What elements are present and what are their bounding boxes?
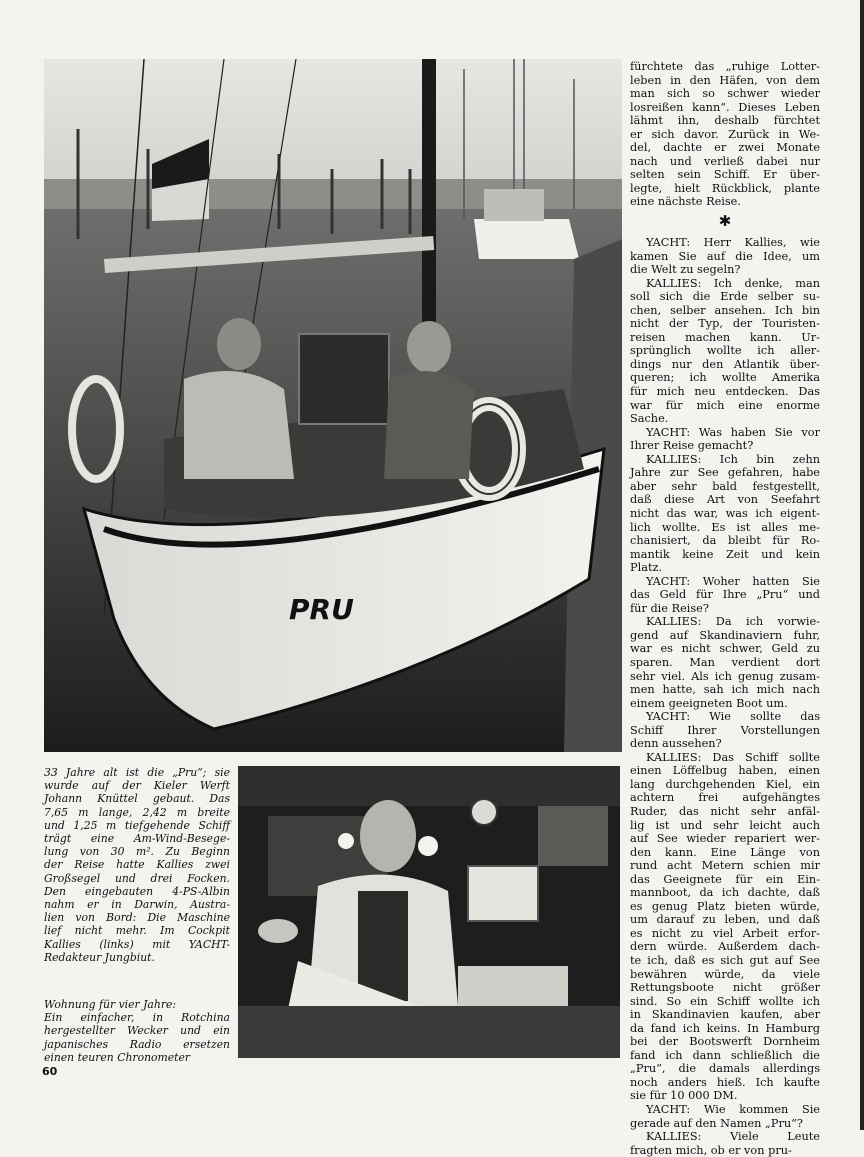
caption-line: wurde auf der Kieler Werft bbox=[44, 779, 230, 793]
text-line: YACHT: Herr Kallies, wie bbox=[646, 236, 820, 250]
text-line: mannboot, da ich dachte, daß bbox=[630, 886, 820, 900]
text-line: Jahre zur See gefahren, habe bbox=[630, 466, 820, 480]
text-line: dings nur den Atlantik über- bbox=[630, 357, 820, 371]
text-line: Sache. bbox=[630, 412, 669, 426]
text-line: gerade auf den Namen „Pru“? bbox=[630, 1116, 803, 1130]
text-line: chanisiert, da bleibt für Ro- bbox=[630, 534, 820, 548]
text-line: leben in den Häfen, von dem bbox=[630, 73, 820, 87]
text-line: men hatte, sah ich mich nach bbox=[630, 683, 820, 697]
text-line: denn aussehen? bbox=[630, 737, 722, 751]
caption-line: der Reise hatte Kallies zwei bbox=[44, 858, 230, 872]
caption-line: Johann Knüttel gebaut. Das bbox=[44, 792, 230, 806]
text-line: eine nächste Reise. bbox=[630, 195, 741, 209]
text-line: lähmt ihn, deshalb fürchtet bbox=[630, 114, 820, 128]
text-line: nicht der Typ, der Touristen- bbox=[630, 317, 820, 331]
text-line: KALLIES: Das Schiff sollte bbox=[646, 750, 820, 764]
text-line: rund acht Metern schien mir bbox=[630, 859, 820, 873]
text-line: lang durchgehenden Kiel, ein bbox=[630, 777, 820, 791]
text-line: für mich neu entdecken. Das bbox=[630, 385, 820, 399]
caption-line: Kallies (links) mit YACHT- bbox=[44, 937, 230, 951]
text-line: „Pru“, die damals allerdings bbox=[630, 1062, 820, 1076]
photo-caption-cabin bbox=[44, 998, 230, 1064]
text-line: nicht das war, was ich eigent- bbox=[630, 506, 820, 520]
text-line: auf See wieder repariert wer- bbox=[630, 832, 820, 846]
text-line: fand ich dann schließlich die bbox=[630, 1048, 820, 1062]
text-line: bei der Bootswerft Dornheim bbox=[630, 1035, 820, 1049]
text-line: für die Reise? bbox=[630, 601, 709, 615]
photo-caption-sailboat bbox=[44, 766, 230, 964]
text-line: man sich so schwer wieder bbox=[630, 87, 820, 101]
text-line: einem geeigneten Boot um. bbox=[630, 696, 788, 710]
caption-line: 33 Jahre alt ist die „Pru“; sie bbox=[44, 766, 230, 779]
text-line: das Geld für Ihre „Pru“ und bbox=[630, 588, 820, 602]
caption-line: Redakteur Jungbiut. bbox=[44, 950, 155, 964]
caption-line: nahm er in Darwin, Austra- bbox=[44, 898, 230, 912]
text-line: chen, selber ansehen. Ich bin bbox=[630, 303, 820, 317]
text-line: YACHT: Woher hatten Sie bbox=[646, 574, 820, 588]
text-line: sprünglich wollte ich aller- bbox=[630, 344, 820, 358]
caption-line: und 1,25 m tiefgehende Schiff bbox=[44, 818, 230, 832]
text-line: lich wollte. Es ist alles me- bbox=[630, 520, 820, 534]
text-line: mantik keine Zeit und kein bbox=[630, 547, 820, 561]
text-line: sie für 10 000 DM. bbox=[630, 1089, 738, 1103]
text-line: Platz. bbox=[630, 561, 663, 575]
caption-line: Wohnung für vier Jahre: bbox=[44, 998, 177, 1011]
text-line: es nicht zu viel Arbeit erfor- bbox=[630, 926, 820, 940]
paragraph bbox=[630, 575, 820, 616]
text-line: sparen. Man verdient dort bbox=[630, 655, 820, 669]
text-line: in Skandinavien kaufen, aber bbox=[630, 1008, 820, 1022]
text-line: del, dachte er zwei Monate bbox=[630, 141, 820, 155]
text-line: lig ist und sehr leicht auch bbox=[630, 818, 820, 832]
text-line: YACHT: Was haben Sie vor bbox=[646, 425, 820, 439]
text-line: war für mich eine enorme bbox=[630, 398, 820, 412]
text-line: sehr viel. Als ich genug zusam- bbox=[630, 669, 820, 683]
caption-line: lief nicht mehr. Im Cockpit bbox=[44, 924, 230, 938]
text-line: den kann. Eine Länge von bbox=[630, 845, 820, 859]
text-line: Rettungsboote nicht größer bbox=[630, 981, 820, 995]
paragraph bbox=[630, 710, 820, 751]
text-line: kamen Sie auf die Idee, um bbox=[630, 249, 820, 263]
text-line: Ruder, das nicht sehr anfäl- bbox=[630, 804, 820, 818]
text-line: KALLIES: Ich bin zehn bbox=[646, 452, 820, 466]
caption-line: japanisches Radio ersetzen bbox=[44, 1037, 230, 1051]
caption-line: trägt eine Am-Wind-Besege- bbox=[44, 832, 230, 846]
caption-line: lien von Bord: Die Maschine bbox=[44, 911, 230, 925]
text-line: reisen machen kann. Ur- bbox=[630, 330, 820, 344]
text-line: KALLIES: Ich denke, man bbox=[646, 276, 820, 290]
caption-line: einen teuren Chronometer bbox=[44, 1050, 191, 1064]
paragraph bbox=[630, 751, 820, 1103]
text-line: die Welt zu segeln? bbox=[630, 263, 741, 277]
caption-line: lung von 30 m². Zu Beginn bbox=[44, 845, 230, 859]
text-line: YACHT: Wie sollte das bbox=[646, 710, 820, 724]
paragraph bbox=[630, 426, 820, 453]
text-line: nach und verließ dabei nur bbox=[630, 154, 820, 168]
text-line: dern würde. Außerdem dach- bbox=[630, 940, 820, 954]
text-line: daß diese Art von Seefahrt bbox=[630, 493, 820, 507]
paragraph bbox=[630, 1103, 820, 1130]
text-line: selten sein Schiff. Er über- bbox=[630, 168, 820, 182]
cabin-interior-photo bbox=[238, 766, 620, 1058]
text-line: er sich davor. Zurück in We- bbox=[630, 127, 820, 141]
text-line: da fand ich keins. In Hamburg bbox=[630, 1021, 820, 1035]
paragraph bbox=[630, 615, 820, 710]
text-line: Schiff Ihrer Vorstellungen bbox=[630, 723, 820, 737]
text-line: legte, hielt Rückblick, plante bbox=[630, 181, 820, 195]
text-line: YACHT: Wie kommen Sie bbox=[646, 1103, 820, 1117]
hull-lettering: PRU bbox=[289, 593, 354, 626]
page-edge bbox=[860, 0, 864, 1130]
text-line: queren; ich wollte Amerika bbox=[630, 371, 820, 385]
text-line: fürchtete das „ruhige Lotter- bbox=[630, 60, 820, 73]
text-line: sind. So ein Schiff wollte ich bbox=[630, 994, 820, 1008]
text-line: es genug Platz bieten würde, bbox=[630, 899, 820, 913]
paragraph bbox=[630, 453, 820, 575]
page-number: 60 bbox=[42, 1065, 58, 1078]
paragraph bbox=[630, 1130, 820, 1157]
text-line: KALLIES: Da ich vorwie- bbox=[646, 615, 820, 629]
paragraph bbox=[630, 236, 820, 277]
caption-line: 7,65 m lange, 2,42 m breite bbox=[44, 805, 230, 819]
sailboat-photo bbox=[44, 59, 622, 752]
article-column bbox=[630, 60, 820, 1157]
text-line: fragten mich, ob er von pru- bbox=[630, 1143, 792, 1157]
text-line: einen Löffelbug haben, einen bbox=[630, 764, 820, 778]
text-line: te ich, daß es sich gut auf See bbox=[630, 954, 820, 967]
text-line: aber sehr bald festgestellt, bbox=[630, 479, 820, 493]
text-line: losreißen kann“. Dieses Leben bbox=[630, 100, 820, 114]
section-separator-star: ✱ bbox=[718, 212, 732, 231]
text-line: soll sich die Erde selber su- bbox=[630, 290, 820, 304]
caption-line: Großsegel und drei Focken. bbox=[44, 871, 230, 885]
text-line: das Geeignete für ein Ein- bbox=[630, 872, 820, 886]
caption-line: hergestellter Wecker und ein bbox=[44, 1024, 230, 1038]
text-line: KALLIES: Viele Leute bbox=[646, 1130, 820, 1144]
text-line: noch anders hieß. Ich kaufte bbox=[630, 1075, 820, 1089]
text-line: achtern frei aufgehängtes bbox=[630, 791, 820, 805]
caption-line: Den eingebauten 4-PS-Albin bbox=[44, 884, 230, 898]
text-line: war es nicht schwer, Geld zu bbox=[630, 642, 820, 656]
paragraph bbox=[630, 60, 820, 209]
text-line: Ihrer Reise gemacht? bbox=[630, 439, 754, 453]
paragraph bbox=[630, 277, 820, 426]
caption-line: Ein einfacher, in Rotchina bbox=[44, 1011, 230, 1025]
text-line: gend auf Skandinaviern fuhr, bbox=[630, 628, 820, 642]
text-line: um darauf zu leben, und daß bbox=[630, 913, 820, 927]
text-line: bewähren würde, da viele bbox=[630, 967, 820, 981]
